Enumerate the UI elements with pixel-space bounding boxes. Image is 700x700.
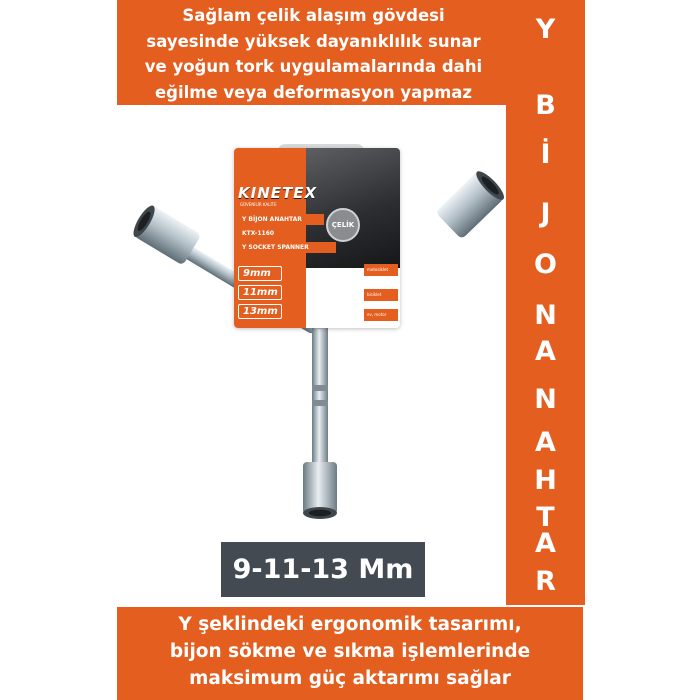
product-name-en-label: Y SOCKET SPANNER — [236, 242, 336, 253]
side-banner-letter: O — [534, 249, 557, 280]
side-banner-letter: B — [535, 90, 556, 121]
top-banner-line: Sağlam çelik alaşım gövdesi — [182, 6, 445, 25]
brand-tagline: GÜVENİLİR KALİTE — [240, 202, 277, 207]
top-banner-line: eğilme veya deformasyon yapmaz — [154, 82, 473, 102]
side-banner-letter: Y — [535, 14, 556, 45]
size-label: 13mm — [238, 304, 282, 319]
size-badge: 9-11-13 Mm — [221, 542, 425, 597]
brand-logo: KINETEX — [238, 184, 318, 202]
top-banner-line: ve yoğun tork uygulamalarında dahi — [144, 57, 483, 76]
side-banner-letter: İ — [540, 139, 551, 170]
product-name-label: Y BİJON ANAHTAR — [236, 214, 324, 225]
side-banner-letter: T — [536, 502, 555, 533]
product-code-label: KTX-1160 — [236, 228, 306, 239]
steel-badge: ÇELİK — [326, 208, 360, 242]
side-banner-letter: A — [535, 336, 556, 367]
side-banner-letter: J — [540, 198, 551, 229]
bottom-banner-line: maksimum güç aktarımı sağlar — [189, 668, 511, 689]
top-banner-line: sayesinde yüksek dayanıklılık sunar — [146, 31, 481, 51]
bottom-banner-line: bijon sökme ve sıkma işlemlerinde — [169, 641, 531, 662]
size-label: 11mm — [238, 285, 282, 300]
bottom-socket — [303, 462, 337, 519]
packaging-card — [234, 148, 400, 328]
side-banner-letter: A — [535, 427, 556, 458]
side-banner-letter: A — [535, 528, 556, 559]
size-label: 9mm — [238, 266, 282, 281]
use-label: ev, motor — [364, 309, 398, 321]
side-banner-letter: R — [535, 566, 556, 597]
use-label: motosiklet — [364, 264, 398, 276]
top-description-banner — [117, 0, 510, 105]
right-socket — [435, 168, 507, 240]
side-banner-letter: N — [534, 384, 557, 415]
center-leg — [312, 312, 328, 472]
side-banner-letter: H — [534, 465, 557, 496]
bottom-description-banner — [117, 607, 583, 700]
side-title-banner — [506, 0, 585, 605]
bottom-banner-line: Y şeklindeki ergonomik tasarımı, — [178, 614, 522, 635]
use-label: bisiklet — [364, 289, 398, 301]
side-banner-letter: N — [534, 300, 557, 331]
